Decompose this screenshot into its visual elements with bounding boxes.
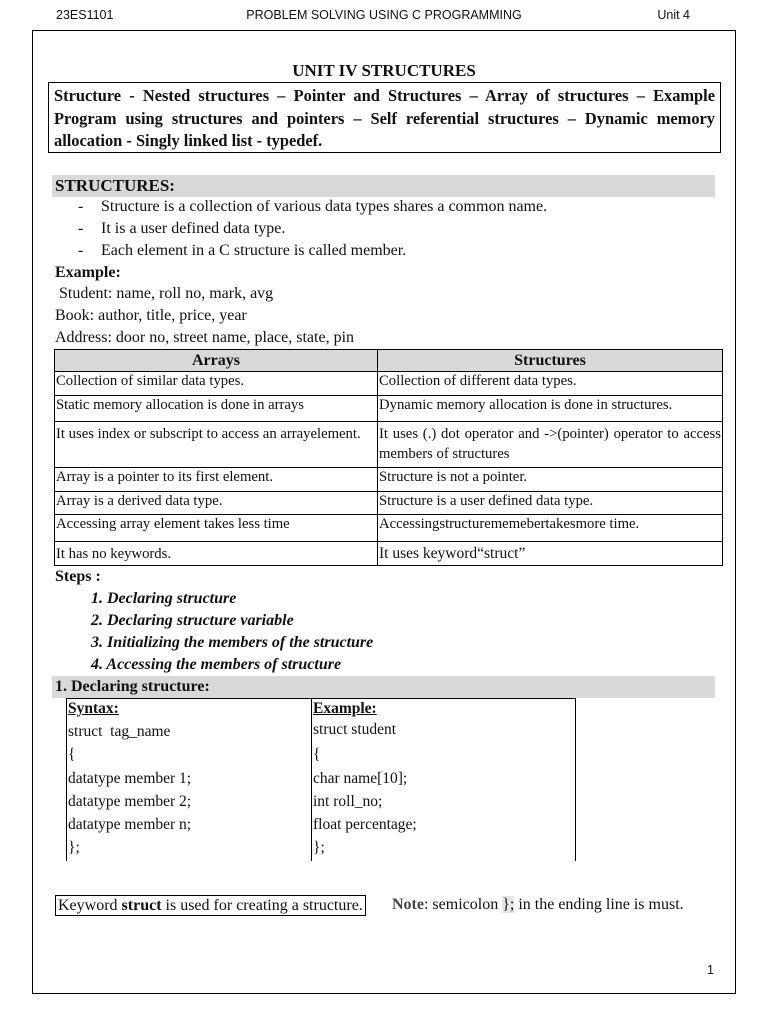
- column-header-structures: Structures: [378, 350, 723, 372]
- topics-box: Structure - Nested structures – Pointer and Structures – Array of structures – Example Program using structures and pointers – Self referential structures – Dynamic memory allocation - Singly linked list - typedef.: [48, 82, 721, 153]
- example-code-label: Example:: [313, 700, 377, 717]
- code-line: float percentage;: [313, 816, 417, 833]
- page-number: 1: [707, 963, 714, 977]
- code-line: char name[10];: [313, 770, 408, 787]
- table-header-row: [55, 350, 723, 372]
- keyword-struct: struct: [121, 897, 162, 914]
- table-cell: Array is a derived data type.: [55, 492, 378, 515]
- steps-label: Steps :: [55, 568, 101, 585]
- syntax-label: Syntax:: [68, 700, 119, 717]
- table-cell: Structure is not a pointer.: [378, 468, 723, 492]
- bullet-text: Each element in a C structure is called member.: [101, 242, 407, 259]
- example-line: Student: name, roll no, mark, avg: [55, 285, 274, 302]
- note-label: Note: [392, 896, 424, 913]
- code-line: datatype member n;: [68, 816, 192, 833]
- table-cell: Dynamic memory allocation is done in structures.: [378, 396, 723, 422]
- arrays-vs-structures-table: [54, 349, 723, 566]
- code-line: datatype member 1;: [68, 770, 192, 787]
- table-cell: Accessing array element takes less time: [55, 515, 378, 542]
- table-row: [55, 492, 723, 515]
- table-cell: Array is a pointer to its first element.: [55, 468, 378, 492]
- step-item: 4. Accessing the members of structure: [91, 656, 342, 673]
- table-row: [55, 515, 723, 542]
- code-line: {: [313, 746, 321, 763]
- header-course-title: PROBLEM SOLVING USING C PROGRAMMING: [246, 8, 522, 22]
- structures-heading: STRUCTURES:: [52, 175, 715, 197]
- note-text: : semicolon: [423, 896, 503, 913]
- code-line: struct student: [313, 721, 397, 738]
- declaring-structure-heading: 1. Declaring structure:: [52, 676, 715, 698]
- step-item: 2. Declaring structure variable: [91, 612, 294, 629]
- code-line: datatype member 2;: [68, 793, 192, 810]
- table-row: [55, 542, 723, 566]
- column-header-arrays: Arrays: [55, 350, 378, 372]
- table-row: [55, 396, 723, 422]
- note-text: in the ending line is must.: [514, 896, 684, 913]
- code-line: struct tag_name: [68, 723, 171, 740]
- table-row: [55, 468, 723, 492]
- code-line: };: [68, 839, 80, 856]
- column-divider: [311, 699, 312, 861]
- semicolon-note: [392, 895, 684, 915]
- header-unit: Unit 4: [657, 8, 690, 22]
- bullet-text: Structure is a collection of various data types shares a common name.: [101, 198, 548, 215]
- bullet-text: It is a user defined data type.: [101, 220, 286, 237]
- table-cell: It uses (.) dot operator and ->(pointer) operator to access members of structures: [378, 422, 723, 468]
- semicolon-highlight: };: [502, 896, 515, 913]
- code-line: };: [313, 839, 325, 856]
- table-row: [55, 372, 723, 396]
- table-cell: Structure is a user defined data type.: [378, 492, 723, 515]
- syntax-example-box: [66, 698, 576, 861]
- table-cell: It uses index or subscript to access an arrayelement.: [55, 422, 378, 468]
- table-cell: Collection of similar data types.: [55, 372, 378, 396]
- header-course-code: 23ES1101: [56, 8, 114, 22]
- table-cell: It has no keywords.: [55, 542, 378, 566]
- code-line: int roll_no;: [313, 793, 383, 810]
- table-cell: Collection of different data types.: [378, 372, 723, 396]
- table-cell: Accessingstructurememebertakesmore time.: [378, 515, 723, 542]
- example-line: Book: author, title, price, year: [55, 307, 247, 324]
- keyword-struct-box: [55, 895, 366, 916]
- step-item: 1. Declaring structure: [91, 590, 237, 607]
- example-line: Address: door no, street name, place, state, pin: [55, 329, 355, 346]
- step-item: 3. Initializing the members of the structure: [91, 634, 374, 651]
- keyword-text: Keyword: [58, 897, 122, 914]
- table-row: [55, 422, 723, 468]
- table-cell: It uses keyword“struct”: [378, 542, 723, 566]
- code-line: {: [68, 746, 76, 763]
- table-cell: Static memory allocation is done in arrays: [55, 396, 378, 422]
- unit-title: UNIT IV STRUCTURES: [292, 61, 476, 80]
- keyword-text: is used for creating a structure.: [161, 897, 363, 914]
- example-label: Example:: [55, 264, 121, 281]
